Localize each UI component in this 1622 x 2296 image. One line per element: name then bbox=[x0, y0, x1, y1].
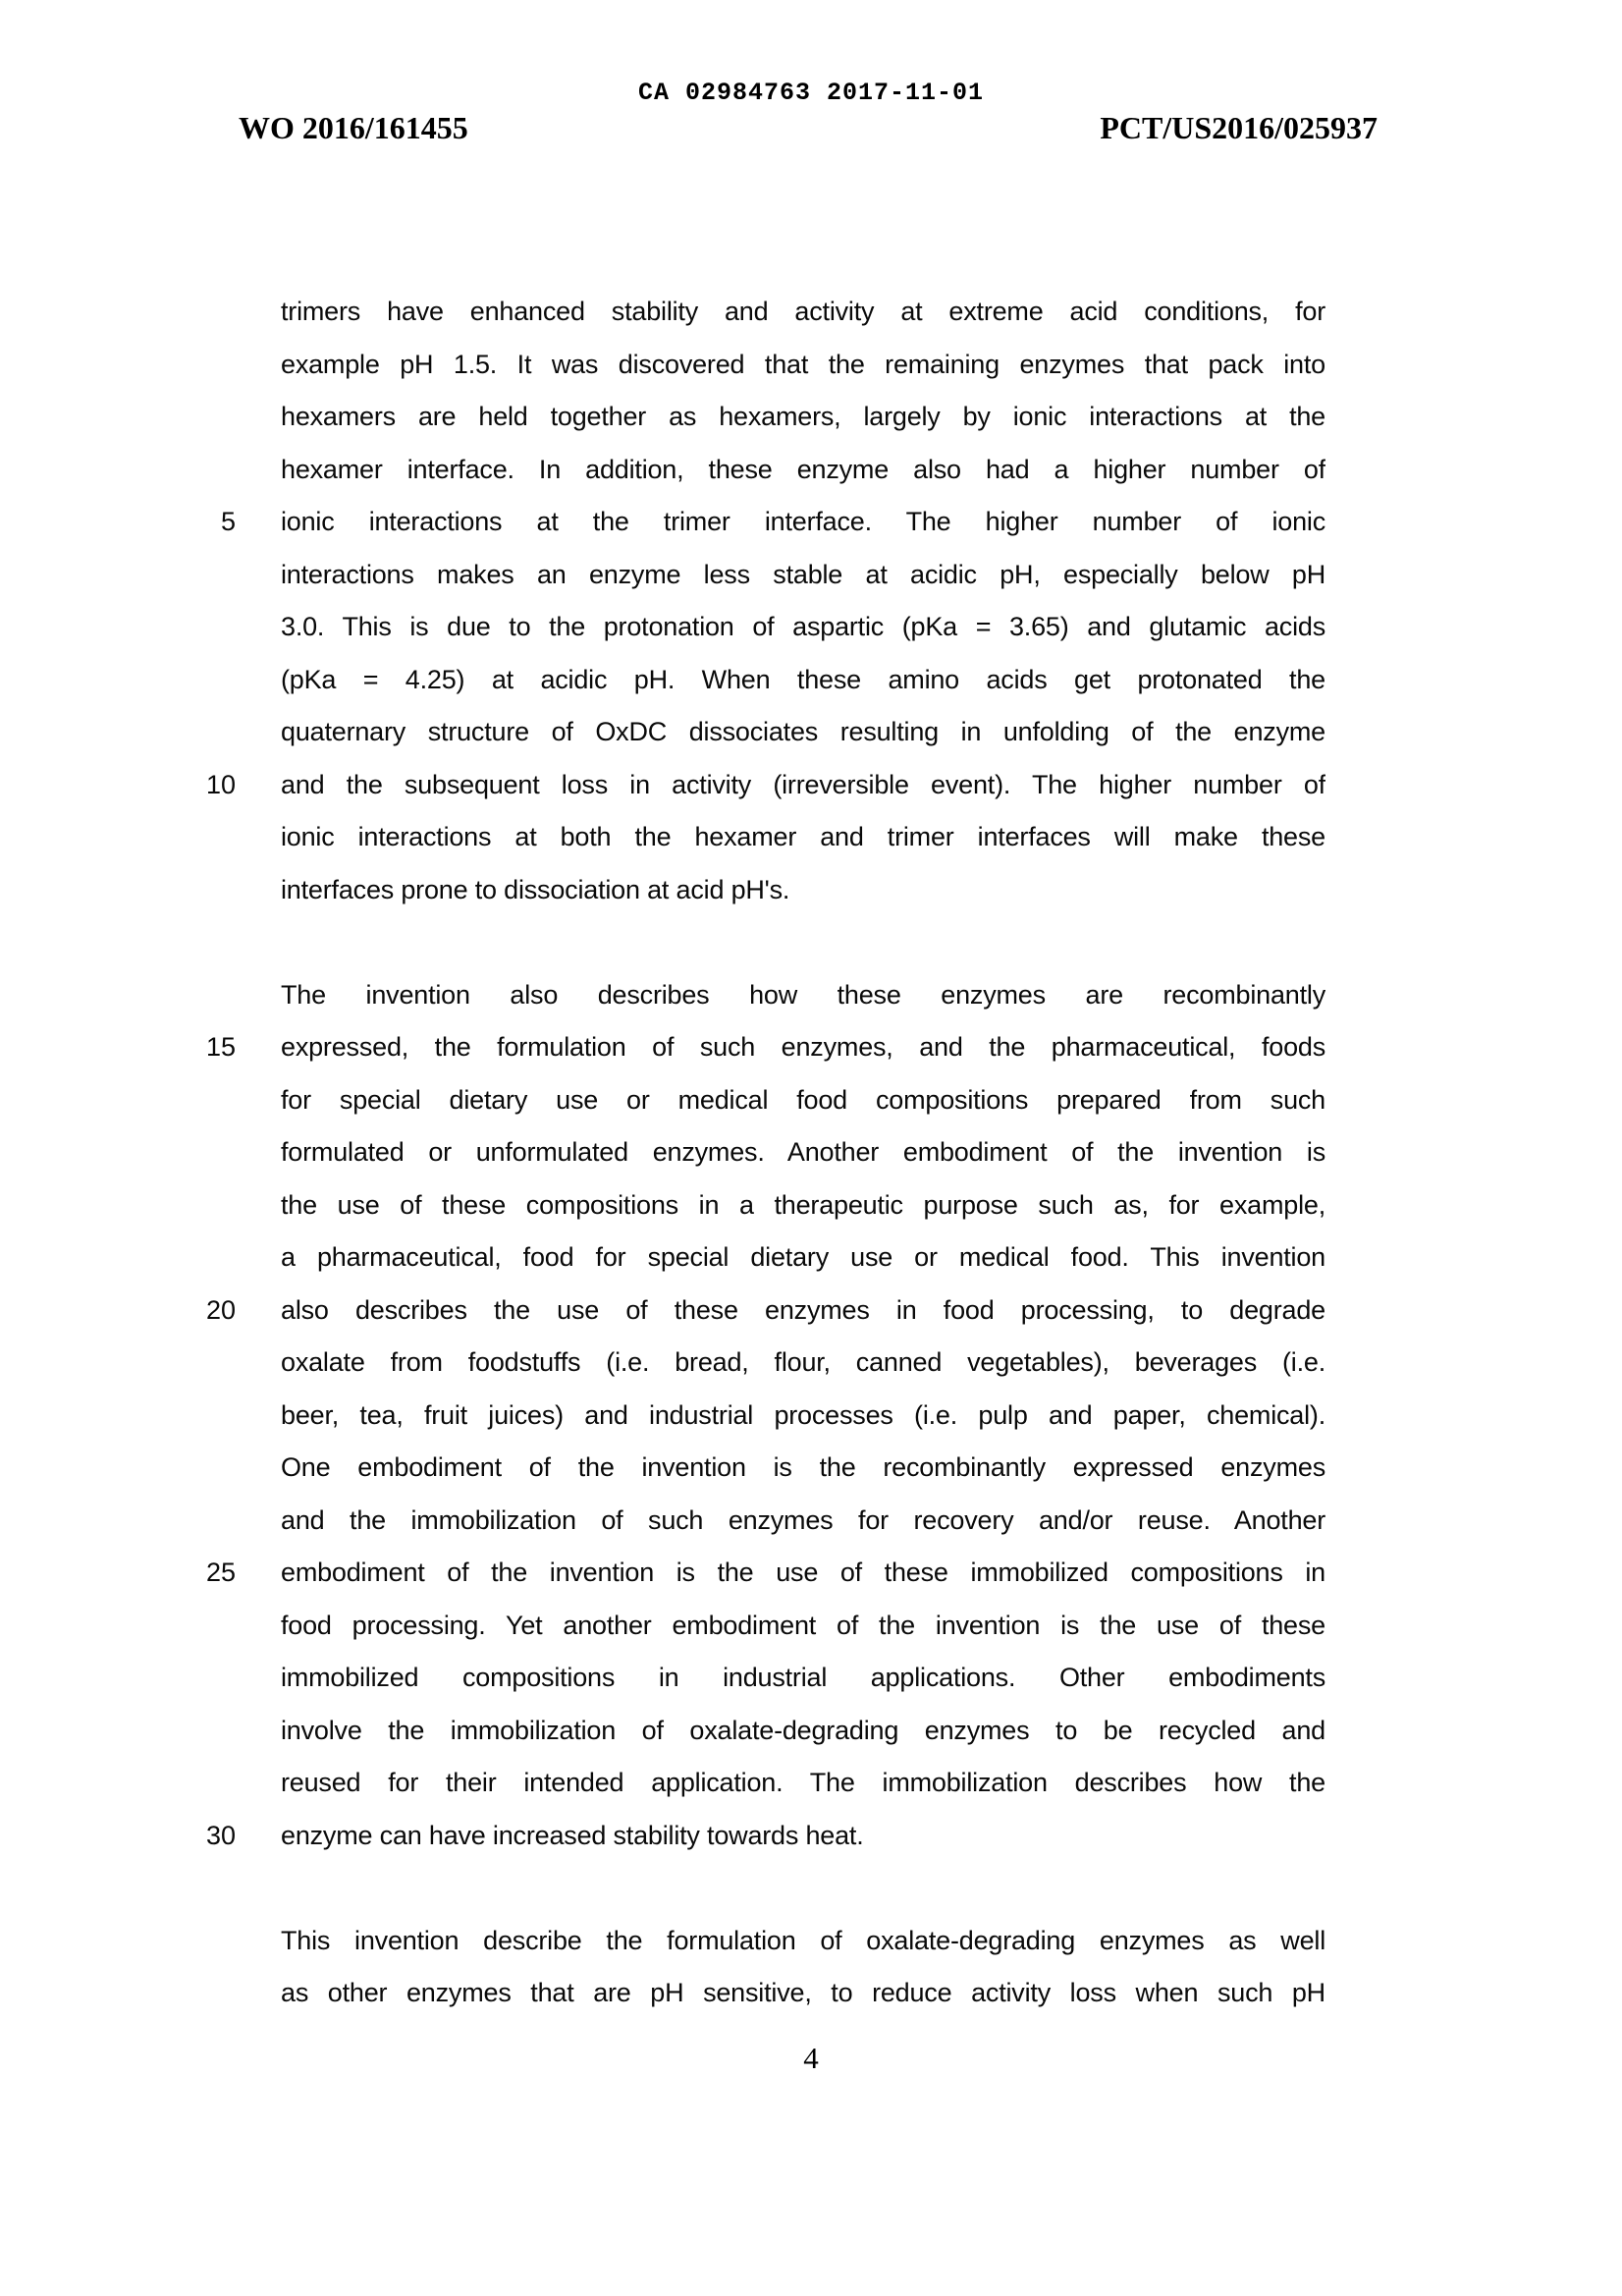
margin-line-number: 5 bbox=[220, 507, 236, 536]
line-text: reused for their intended application. The immobilization describes how the bbox=[281, 1768, 1325, 1797]
text-line bbox=[281, 1757, 1325, 1810]
line-text: oxalate from foodstuffs (i.e. bread, flour, canned vegetables), beverages (i.e. bbox=[281, 1347, 1325, 1377]
line-text: trimers have enhanced stability and activity at extreme acid conditions, for bbox=[281, 297, 1325, 326]
text-line bbox=[205, 1285, 1325, 1338]
line-text: interactions makes an enzyme less stable at acidic pH, especially below pH bbox=[281, 559, 1325, 589]
line-text: (pKa = 4.25) at acidic pH. When these amino acids get protonated the bbox=[281, 664, 1325, 694]
line-text: This invention describe the formulation of oxalate-degrading enzymes as well bbox=[281, 1925, 1325, 1955]
text-line bbox=[281, 864, 1325, 917]
text-line bbox=[205, 1021, 1325, 1074]
text-line bbox=[281, 1337, 1325, 1390]
application-number: PCT/US2016/025937 bbox=[1100, 110, 1378, 145]
line-text: formulated or unformulated enzymes. Another embodiment of the invention is bbox=[281, 1137, 1325, 1167]
scan-stamp-header: CA 02984763 2017-11-01 bbox=[637, 79, 985, 107]
line-text: quaternary structure of OxDC dissociates resulting in unfolding of the enzyme bbox=[281, 717, 1325, 746]
line-text: example pH 1.5. It was discovered that the remaining enzymes that pack into bbox=[281, 349, 1325, 379]
text-line bbox=[205, 1810, 1325, 1863]
document-header bbox=[239, 110, 1378, 146]
margin-line-number: 30 bbox=[205, 1820, 236, 1850]
text-line bbox=[281, 286, 1325, 339]
line-text: and the subsequent loss in activity (irreversible event). The higher number of bbox=[281, 769, 1325, 799]
line-text: hexamers are held together as hexamers, largely by ionic interactions at the bbox=[281, 402, 1325, 431]
text-line bbox=[281, 1915, 1325, 1968]
text-line bbox=[281, 1442, 1325, 1495]
text-line bbox=[281, 969, 1325, 1022]
margin-line-number: 25 bbox=[205, 1558, 236, 1587]
page-number: 4 bbox=[803, 2041, 819, 2075]
line-text: a pharmaceutical, food for special dietary use or medical food. This invention bbox=[281, 1242, 1325, 1272]
line-text: as other enzymes that are pH sensitive, to reduce activity loss when such pH bbox=[281, 1978, 1325, 2007]
text-line bbox=[220, 496, 1325, 549]
document-body bbox=[205, 286, 1325, 2020]
line-text: interfaces prone to dissociation at acid pH's. bbox=[281, 874, 790, 904]
text-line bbox=[281, 1705, 1325, 1758]
line-text: the use of these compositions in a therapeutic purpose such as, for example, bbox=[281, 1189, 1325, 1220]
text-line bbox=[281, 601, 1325, 654]
line-text: One embodiment of the invention is the recombinantly expressed enzymes bbox=[281, 1452, 1325, 1482]
margin-line-number: 20 bbox=[205, 1294, 236, 1325]
margin-line-number: 15 bbox=[205, 1032, 236, 1062]
line-text: expressed, the formulation of such enzymes, and the pharmaceutical, foods bbox=[281, 1032, 1325, 1062]
text-line bbox=[281, 1231, 1325, 1285]
text-line bbox=[281, 1652, 1325, 1705]
line-text: ionic interactions at both the hexamer and trimer interfaces will make these bbox=[281, 822, 1325, 851]
text-line bbox=[281, 339, 1325, 392]
text-line bbox=[205, 1547, 1325, 1600]
line-text: for special dietary use or medical food compositions prepared from such bbox=[281, 1084, 1325, 1115]
text-line bbox=[281, 811, 1325, 864]
line-text: ionic interactions at the trimer interface. The higher number of ionic bbox=[281, 507, 1325, 536]
line-text: embodiment of the invention is the use of these immobilized compositions in bbox=[281, 1558, 1325, 1587]
publication-number: WO 2016/161455 bbox=[239, 110, 468, 145]
line-text: hexamer interface. In addition, these enzyme also had a higher number of bbox=[281, 454, 1325, 484]
text-line bbox=[281, 706, 1325, 759]
line-text: food processing. Yet another embodiment of the invention is the use of these bbox=[281, 1610, 1325, 1640]
text-line bbox=[281, 1179, 1325, 1232]
text-line bbox=[281, 1967, 1325, 2020]
text-line bbox=[205, 759, 1325, 812]
text-line bbox=[281, 1495, 1325, 1548]
paragraph bbox=[205, 969, 1325, 1863]
text-line bbox=[281, 1390, 1325, 1443]
text-line bbox=[281, 1074, 1325, 1127]
line-text: 3.0. This is due to the protonation of aspartic (pKa = 3.65) and glutamic acids bbox=[281, 612, 1325, 641]
text-line bbox=[281, 1600, 1325, 1653]
text-line bbox=[281, 549, 1325, 602]
line-text: involve the immobilization of oxalate-degrading enzymes to be recycled and bbox=[281, 1715, 1325, 1745]
text-line bbox=[281, 654, 1325, 707]
line-text: The invention also describes how these enzymes are recombinantly bbox=[281, 979, 1325, 1010]
paragraph bbox=[205, 286, 1325, 916]
margin-line-number: 10 bbox=[205, 769, 236, 799]
paragraph bbox=[281, 1915, 1325, 2020]
line-text: and the immobilization of such enzymes for recovery and/or reuse. Another bbox=[281, 1504, 1325, 1535]
line-text: also describes the use of these enzymes in food processing, to degrade bbox=[281, 1294, 1325, 1325]
line-text: beer, tea, fruit juices) and industrial processes (i.e. pulp and paper, chemical). bbox=[281, 1399, 1325, 1430]
line-text: enzyme can have increased stability towards heat. bbox=[281, 1820, 864, 1850]
text-line bbox=[281, 444, 1325, 497]
text-line bbox=[281, 1126, 1325, 1179]
text-line bbox=[281, 391, 1325, 444]
line-text: immobilized compositions in industrial applications. Other embodiments bbox=[281, 1663, 1325, 1692]
